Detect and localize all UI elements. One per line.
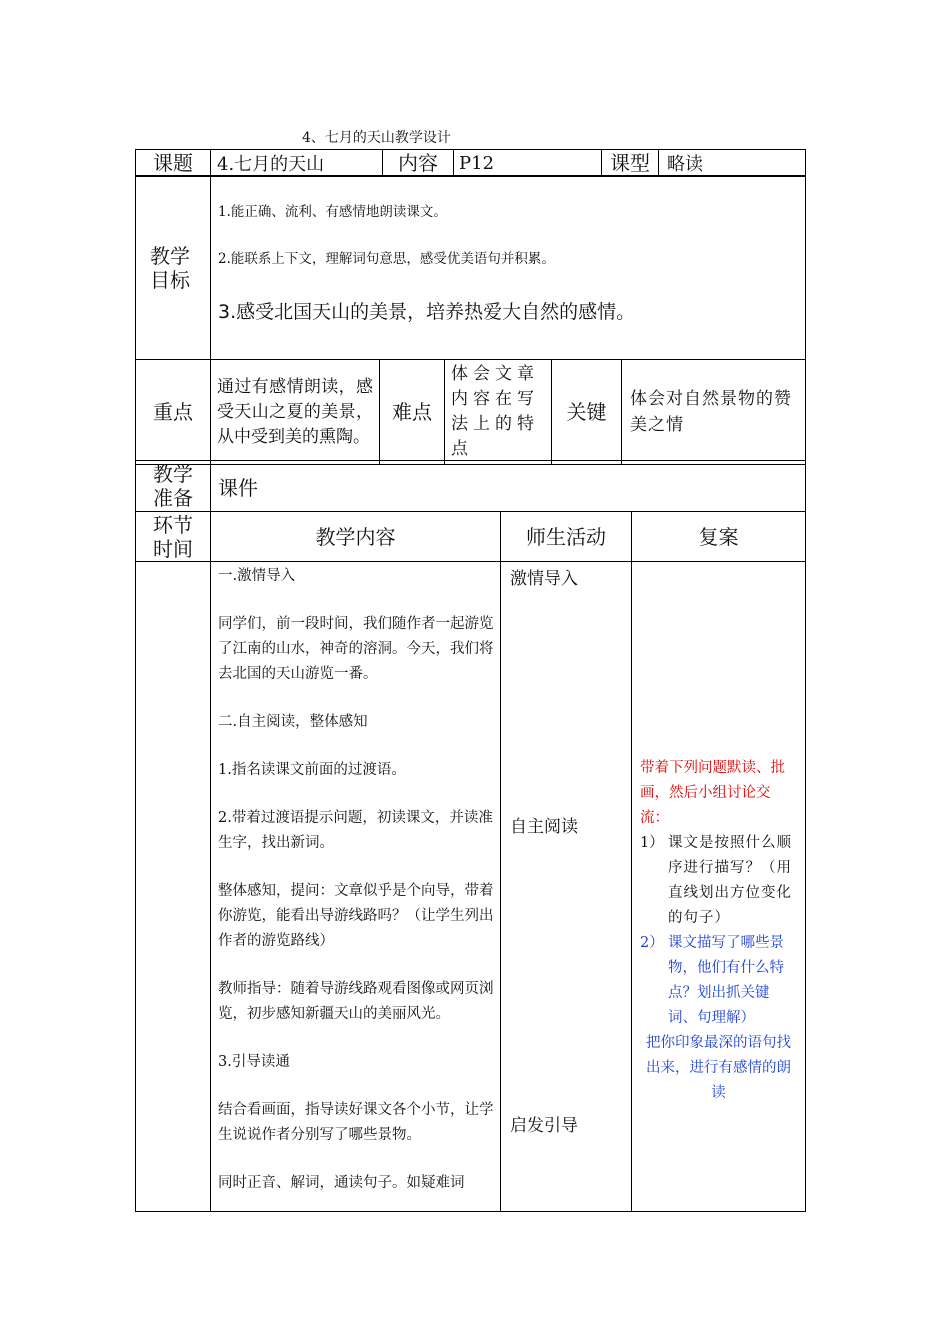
review-header: 复案 [632, 512, 806, 562]
review-q2-number: 2） [640, 935, 664, 951]
type-label: 课型 [602, 150, 659, 177]
goal-item-3: 3.感受北国天山的美景，培养热爱大自然的感情。 [218, 301, 636, 323]
lesson-section-3: 3.引导读通 [218, 1054, 290, 1070]
stage-header: 环节时间 [136, 512, 211, 562]
review-intro: 带着下列问题默读、批画，然后小组讨论交流： [640, 760, 785, 826]
lesson-section-2: 二.自主阅读，整体感知 [218, 714, 368, 730]
lesson-content [211, 562, 501, 1212]
review-closing: 把你印象最深的语句找出来，进行有感情的朗读 [646, 1035, 791, 1101]
review-question-2 [640, 931, 797, 1031]
lesson-para: 整体感知，提问：文章似乎是个向导，带着你游览，能看出导游线路吗？（让学生列出作者的游览路线） [218, 883, 494, 949]
key-point-text: 通过有感情朗读，感受天山之夏的美景，从中受到美的熏陶。 [211, 360, 380, 465]
lesson-section-1: 一.激情导入 [218, 568, 296, 584]
lesson-body-row [135, 561, 805, 1212]
prep-label: 教学准备 [136, 461, 211, 512]
review-q1-number: 1） [640, 835, 664, 851]
lesson-para: 1.指名读课文前面的过渡语。 [218, 762, 406, 778]
header-row [135, 149, 805, 177]
topic-label: 课题 [136, 150, 211, 177]
lesson-para: 结合看画面，指导读好课文各个小节，让学生说说作者分别写了哪些景物。 [218, 1102, 494, 1143]
lesson-para: 2.带着过渡语提示问题，初读课文，并读准生字，找出新词。 [218, 810, 493, 851]
lesson-para: 同学们，前一段时间，我们随作者一起游览了江南的山水，神奇的溶洞。今天，我们将去北国的天山游览一番。 [218, 616, 494, 682]
goals-label: 教学目标 [136, 176, 211, 360]
content-value: P12 [454, 150, 602, 177]
activity-1: 激情导入 [510, 569, 578, 589]
document-title: 4、七月的天山教学设计 [302, 130, 451, 146]
difficulty-text: 体会文章内容在写法上的特点 [445, 360, 552, 465]
goals-list [211, 176, 806, 360]
activity-2: 自主阅读 [510, 817, 578, 837]
key-point-label: 重点 [136, 360, 211, 465]
goals-row [135, 175, 805, 360]
columns-header-row [135, 511, 805, 562]
lesson-para: 教师指导：随着导游线路观看图像或网页浏览，初步感知新疆天山的美丽风光。 [218, 981, 494, 1022]
review-cell [632, 562, 806, 1212]
difficulty-label: 难点 [380, 360, 445, 465]
lesson-para: 同时正音、解词，通读句子。如疑难词 [218, 1175, 465, 1191]
stage-cell [136, 562, 211, 1212]
review-q2-text: 课文描写了哪些景物，他们有什么特点？划出抓关键词、句理解） [668, 935, 784, 1026]
topic-value: 4.七月的天山 [211, 150, 383, 177]
type-value: 略读 [659, 150, 806, 177]
focus-row [135, 359, 805, 465]
review-question-1 [640, 831, 797, 931]
review-q1-text: 课文是按照什么顺序进行描写？（用直线划出方位变化的句子） [668, 835, 792, 926]
crux-label: 关键 [552, 360, 622, 465]
content-label: 内容 [383, 150, 454, 177]
prep-row [135, 460, 805, 512]
goal-item-2: 2.能联系上下文，理解词句意思，感受优美语句并积累。 [218, 251, 555, 267]
activity-3: 启发引导 [510, 1116, 578, 1136]
prep-value: 课件 [211, 461, 806, 512]
content-header: 教学内容 [211, 512, 501, 562]
crux-text: 体会对自然景物的赞美之情 [622, 360, 806, 465]
activity-header: 师生活动 [501, 512, 632, 562]
goal-item-1: 1.能正确、流利、有感情地朗读课文。 [218, 204, 447, 220]
activity-cell [501, 562, 632, 1212]
